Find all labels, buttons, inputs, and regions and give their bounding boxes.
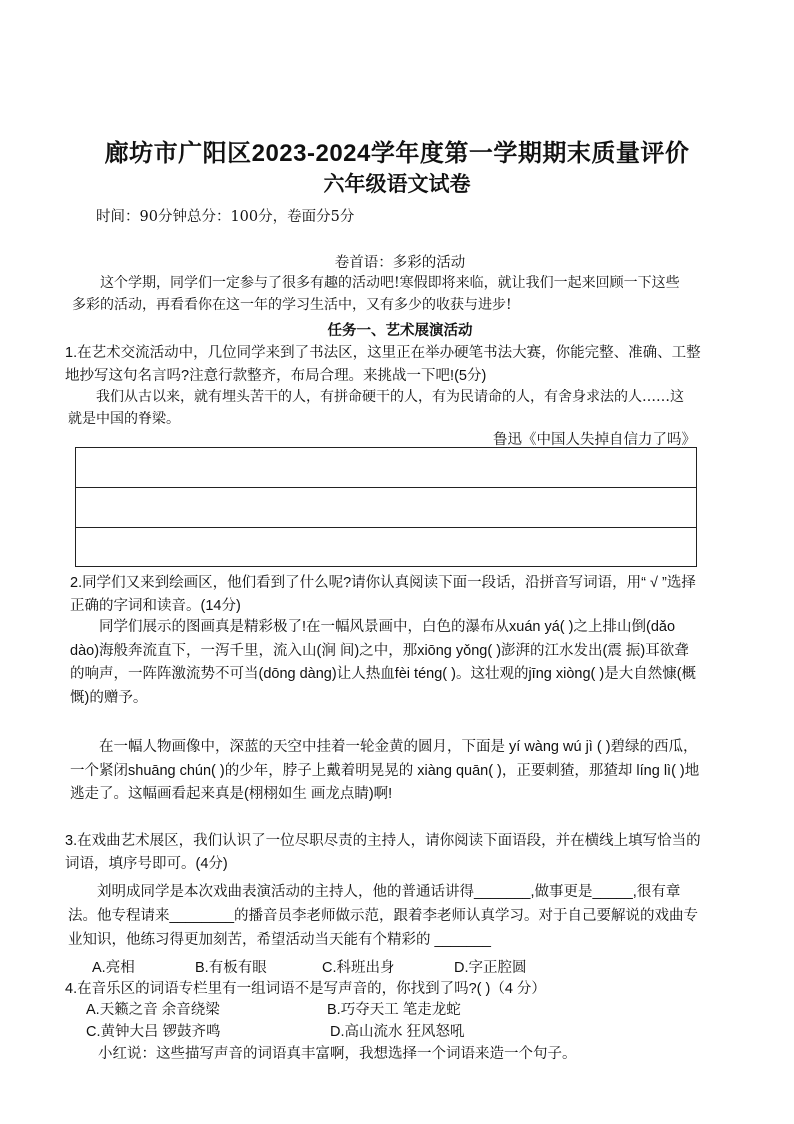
q4-option-a[interactable]: A.天籁之音 余音绕梁	[86, 1002, 220, 1018]
exam-subtitle: 六年级语文试卷	[323, 173, 471, 196]
q4-option-d[interactable]: D.高山流水 狂风怒吼	[330, 1024, 465, 1040]
q2-paragraph-2: 在一幅人物画像中，深蓝的天空中挂着一轮金黄的圆月，下面是 yí wàng wú jì ( )碧绿的西瓜，一个紧闭shuāng chún( )的少年，脖子上戴着明晃晃的 xiàng quān( )，正要刺猹，那猹却 líng lì( )地逃走了。这幅画看起来真是(栩栩如生 画龙点睛)啊!	[70, 739, 700, 802]
copy-writing-box[interactable]	[75, 447, 697, 567]
q4-option-b[interactable]: B.巧夺天工 笔走龙蛇	[327, 1002, 461, 1018]
q4-option-c[interactable]: C.黄钟大吕 锣鼓齐鸣	[86, 1024, 221, 1040]
q3-option-c[interactable]: C.科班出身	[322, 960, 395, 976]
intro-text: 这个学期，同学们一定参与了很多有趣的活动吧!寒假即将来临，就让我们一起来回顾一下这些多彩的活动，再看看你在这一年的学习生活中，又有多少的收获与进步!	[72, 275, 680, 313]
q3-prompt: 3.在戏曲艺术展区，我们认识了一位尽职尽责的主持人，请你阅读下面语段，并在横线上填写恰当的词语，填序号即可。(4分)	[65, 833, 701, 872]
q3-text: 刘明成同学是本次戏曲表演活动的主持人，他的普通话讲得_______,做事更是_____,很有章法。他专程请来________的播音员李老师做示范，跟着李老师认真学习。对于自己要解说的戏曲专业知识，他练习得更加刻苦，希望活动当天能有个精彩的 _______	[68, 884, 699, 948]
q3-option-d[interactable]: D.字正腔圆	[454, 960, 527, 976]
task1-title: 任务一、艺术展演活动	[327, 323, 473, 339]
intro-heading: 卷首语：多彩的活动	[334, 255, 466, 271]
writing-line[interactable]	[76, 488, 696, 528]
exam-meta: 时间：90分钟总分：100分，卷面分5分	[96, 209, 355, 225]
q2-paragraph-1: 同学们展示的图画真是精彩极了!在一幅风景画中，白色的瀑布从xuán yá( )之上排山倒(dǎo dào)海般奔流直下，一泻千里，流入山(涧 间)之中，那xiōng yǒng( )澎湃的江水发出(震 振)耳欲聋的响声，一阵阵激流势不可当(dōng dàng)让人热血fèi téng( )。这壮观的jīng xiòng( )是大自然慷(概慨)的赠予。	[70, 619, 697, 706]
writing-line[interactable]	[76, 448, 696, 488]
q3-option-a[interactable]: A.亮相	[92, 960, 135, 976]
q1-source: 鲁迅《中国人失掉自信力了吗》	[493, 432, 696, 448]
q1-quote: 我们从古以来，就有埋头苦干的人，有拼命硬干的人，有为民请命的人，有舍身求法的人……这就是中国的脊梁。	[68, 389, 684, 427]
q4-prompt: 4.在音乐区的词语专栏里有一组词语不是写声音的，你找到了吗?( )（4 分）	[65, 981, 546, 997]
q4-followup: 小红说：这些描写声音的词语真丰富啊，我想选择一个词语来造一个句子。	[98, 1046, 577, 1062]
q2-prompt: 2.同学们又来到绘画区，他们看到了什么呢?请你认真阅读下面一段话，沿拼音写词语，用“ √ ”选择正确的字词和读音。(14分)	[70, 575, 696, 614]
writing-line[interactable]	[76, 528, 696, 567]
q3-option-b[interactable]: B.有板有眼	[195, 960, 267, 976]
exam-title: 廊坊市广阳区2023-2024学年度第一学期期末质量评价	[104, 140, 690, 167]
q1-prompt: 1.在艺术交流活动中，几位同学来到了书法区，这里正在举办硬笔书法大赛，你能完整、准确、工整地抄写这句名言吗?注意行款整齐，布局合理。来挑战一下吧!(5分)	[65, 345, 701, 384]
